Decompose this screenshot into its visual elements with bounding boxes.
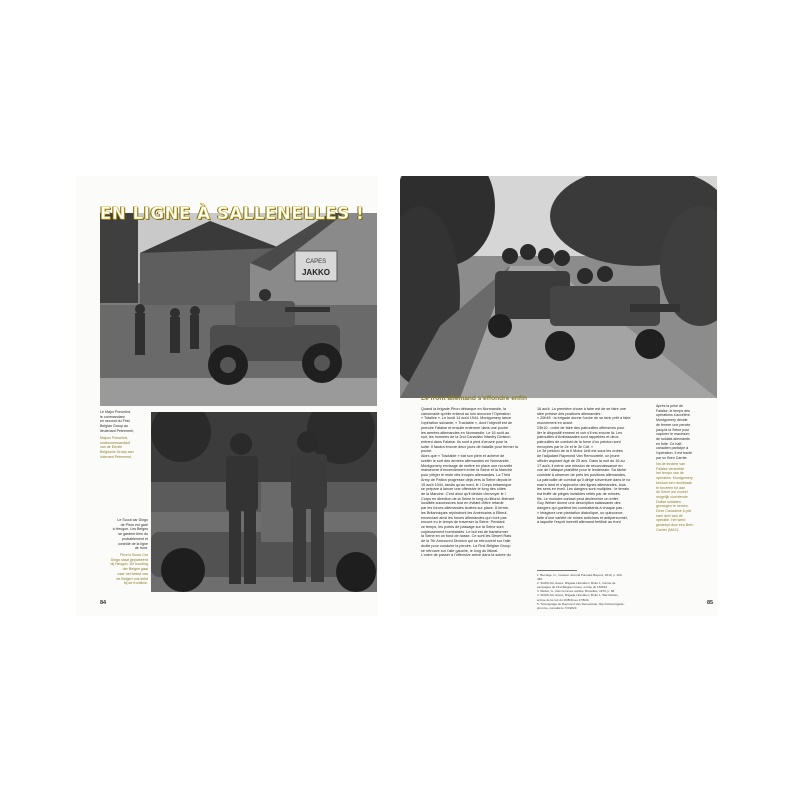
photo-carrier-road bbox=[400, 176, 717, 398]
caption-carrier-fr: Après la prise de Falaise, le temps des opérations s'accélère. Montgomery décide de fermer une percée jusqu'à la Seine pour capturer le maximum de soldats allemands en fuite. Ce half- canadien participe à l'opération. Il est tracté par un Bren Carrier. bbox=[656, 404, 693, 460]
page-number-right: 85 bbox=[707, 600, 714, 606]
caption-officers-nl: Majoor Ponceled, ondercommandant van de Eerste Belgische Groep aan luitenant Petermeel, bbox=[100, 436, 134, 459]
sign-text-2: JAKKO bbox=[301, 268, 331, 277]
text-column-2: 16 août. La première chose à faire est de se faire une idée précise des positions allemandes : « 20h45 : la brigade donne l'ordre de se tenir prêt à faire mouvement en avant. 23h10 : ordre de faire des patrouilles offensives pour lier le dispositif ennemi et voir s'il est encore là. Les patrouilles d'Ambassades sont rappelées et deux patrouilles de combat de la force d'un peloton sont envoyées par le 2e et le 3e Cdt. » Le 3e peloton de la II Motor Unit est sous les ordres de l'adjudant Raymond Van Remoortele, un jeune officier aspirant âgé de 25 ans. Dans la nuit du 16 au 17 août, il mène une mission de reconnaissance en vue de l'attaque planifiée pour le lendemain. Sa tâche consiste à observer de près les positions allemandes. La patrouille de combat qu'il dirige s'aventure dans le no man's land et s'approche des lignes allemandes, tous les sens en éveil. Les dangers sont multiples : le terrain est truffé de pièges invisibles reliés par de minces fils. Le moindre contact peut déclencher un enfer. Guy Weber donne une description saisissante des dangers qui guettent les combattants à chaque pas : « Imaginez une plantation diabolique, un quinconce, faite d'une variété de mines antichars et antipersonnel, à laquelle l'esprit inventif allemand fertilisé au front bbox=[537, 407, 631, 525]
page-title: EN LIGNE À SALLENELLES ! bbox=[100, 204, 365, 223]
caption-dingo-nl: Piron's Scout Car Dingo staat geparkeerd bij Heugon. De houding der Belgen gaat naar het beleid van de Belgen ook strikt bij de frontlinie. bbox=[110, 553, 148, 586]
sign-text-1: CAPES bbox=[305, 259, 327, 265]
photo-two-officers bbox=[151, 412, 377, 592]
photo-armoured-car-street bbox=[100, 213, 377, 406]
footnotes: 1. Bernage, G., Invasion Journal Polonais Bayeux, 2010, p. 464- 466. 2. SGRS-SA, Evere, Brigade Libération, Boîte 1, Carnet de campagne du First Belgian Group, entrée du 16/8/44 3. Weber, G., Des hommes oubliés, Bruxelles, 1976, p. 68. 4. SGRS-SA, Evere, Brigade Libération, Boîte 1, War Diaries, entrée de la nuit du 16/8/44 au 17/8/44. 5. Témoignage de Raymond Van Remoortele, http://www.brigade- piron.be, consulté le 7/3/2023. bbox=[537, 573, 625, 610]
caption-carrier-nl: Na de inname van Falaise versnelde het tempo van de operaties. Montgomery besloot een doorbraak te forceren tot aan de Seine om zoveel mogelijk vluchtende Duitse soldaten gevangen te nemen. Deze Canadese 6-pdr nam deel aan de operatie. Het werd gesleept door een Bren Carrier (MAC). bbox=[656, 462, 694, 532]
caption-dingo-fr: Le Scout car Dingo de Piron est garé à Heugon. Les Belges se gardent bien du probablement et contrôle de la ligne de front. bbox=[112, 518, 148, 551]
text-column-1: Quand la brigade Piron débarque en Normandie, la canonnade qu'elle entend au loin annonce l'Opération « Totalize ». Le lundi 14 août 1944, Montgomery lance l'opération suivante, « Tractable », dont l'objectif est de prendre Falaise et ensuite enfermer dans une poche les armées allemandes en Normandie. Le 16 août au soir, les hommes de la 2nd Canadian Infantry Division entrent dans Falaise. Ils sont à pied d'œuvre pour la suite. Il faudra encore deux jours de bataille pour fermer la poche. Alors que « Tractable » bat son plein et achève de sceller le sort des armées allemandes en Normandie, Montgomery envisage de mettre en place une nouvelle manœuvre d'encerclement entre la Seine et la Manche pour piéger le reste des troupes allemandes. La Third Army de Patton progresse déjà vers la Seine depuis le 15 août 1944, tandis qu'au nord, le I Corps britannique se prépare à lancer une offensive le long des côtes de la Manche. C'est ainsi qu'il décide d'envoyer le I Corps en direction de la Seine le long du littoral, libérant localités successives tout en évitant d'être retardé par les forces allemandes isolées sur place. À terme, les Britanniques rejoindront les Américains à Elbeuf, encerclant ainsi les forces allemandes qui n'ont pas encore eu le temps de traverser la Seine. Pendant ce temps, les points de passage sur la Seine sont copieusement bombardés. Le but est de transformer la Seine en un fond de nasse. Ce sont les Desert Rats de la 7th Armoured Division qui se retrouvent sur l'aile droite pour conduire la percée. La First Belgian Group se retrouve sur l'aile gauche, le long du littoral. L'ordre de passer à l'offensive arrive dans la soirée du bbox=[421, 407, 518, 558]
footnote-rule bbox=[537, 570, 577, 571]
page-number-left: 84 bbox=[100, 600, 107, 606]
section-heading: Le front allemand s'effondre enfin bbox=[421, 395, 527, 402]
caption-officers-fr: Le Major Ponceled, le commandant en second du First Belgian Group au lieutenant Petermeel, bbox=[100, 410, 134, 433]
